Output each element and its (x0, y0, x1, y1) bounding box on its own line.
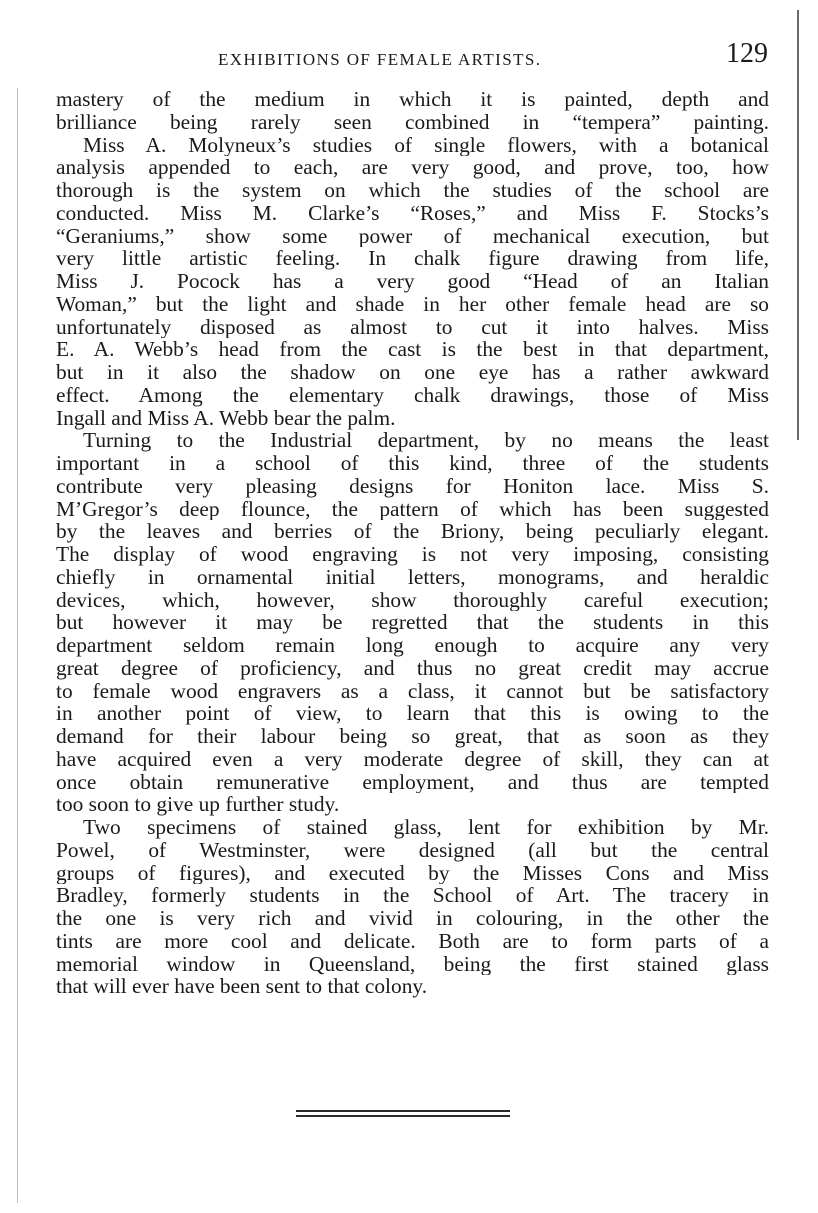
text-line: demand for their labour being so great, that as soon as they (56, 725, 769, 748)
text-line: thorough is the system on which the studies of the school are (56, 179, 769, 202)
text-line: Miss J. Pocock has a very good “Head of an Italian (56, 270, 769, 293)
text-line: very little artistic feeling. In chalk figure drawing from life, (56, 247, 769, 270)
text-line: Turning to the Industrial department, by no means the least (83, 429, 769, 452)
text-line: Ingall and Miss A. Webb bear the palm. (56, 405, 396, 430)
page-number: 129 (726, 38, 768, 69)
text-line: department seldom remain long enough to acquire any very (56, 634, 769, 657)
closing-double-rule (296, 1110, 510, 1117)
text-line: mastery of the medium in which it is painted, depth and (56, 88, 769, 111)
text-line: but in it also the shadow on one eye has a rather awkward (56, 361, 769, 384)
text-line: brilliance being rarely seen combined in “tempera” painting. (56, 110, 769, 134)
text-line: in another point of view, to learn that this is owing to the (56, 702, 769, 725)
text-line: chiefly in ornamental initial letters, monograms, and heraldic (56, 565, 769, 589)
text-line: to female wood engravers as a class, it cannot but be satisfactory (56, 679, 769, 703)
text-line: great degree of proficiency, and thus no great credit may accrue (56, 656, 769, 680)
text-line: groups of figures), and executed by the Misses Cons and Miss (56, 861, 769, 885)
text-line: the one is very rich and vivid in colouring, in the other the (56, 907, 769, 930)
text-line: Miss A. Molyneux’s studies of single flowers, with a botanical (83, 133, 769, 157)
text-line: memorial window in Queensland, being the first stained glass (56, 952, 769, 976)
text-line: by the leaves and berries of the Briony, being peculiarly elegant. (56, 520, 769, 543)
text-line: Powel, of Westminster, were designed (all but the central (56, 838, 769, 862)
text-line: tints are more cool and delicate. Both are to form parts of a (56, 929, 769, 953)
article-body (56, 88, 769, 998)
text-line: but however it may be regretted that the students in this (56, 611, 769, 634)
text-line: important in a school of this kind, three of the students (56, 452, 769, 475)
text-line: have acquired even a very moderate degree of skill, they can at (56, 747, 769, 771)
text-line: devices, which, however, show thoroughly careful execution; (56, 588, 769, 612)
running-head (0, 38, 818, 76)
text-line: Two specimens of stained glass, lent for exhibition by Mr. (83, 816, 769, 839)
text-line: contribute very pleasing designs for Honiton lace. Miss S. (56, 474, 769, 498)
text-line: unfortunately disposed as almost to cut it into halves. Miss (56, 315, 769, 339)
closing-rule-lower (296, 1115, 510, 1117)
text-line: conducted. Miss M. Clarke’s “Roses,” and Miss F. Stocks’s (56, 201, 769, 225)
text-line: “Geraniums,” show some power of mechanical execution, but (56, 224, 769, 248)
text-line: once obtain remunerative employment, and thus are tempted (56, 770, 769, 794)
text-line: E. A. Webb’s head from the cast is the best in that department, (56, 338, 769, 361)
running-title: EXHIBITIONS OF FEMALE ARTISTS. (218, 50, 542, 69)
left-margin-rule (17, 88, 18, 1203)
text-line: effect. Among the elementary chalk drawings, those of Miss (56, 383, 769, 407)
text-line: analysis appended to each, are very good, and prove, too, how (56, 156, 769, 179)
text-line: Woman,” but the light and shade in her other female head are so (56, 292, 769, 316)
closing-rule-upper (296, 1110, 510, 1112)
text-line: that will ever have been sent to that colony. (56, 974, 428, 999)
text-line: M’Gregor’s deep flounce, the pattern of which has been suggested (56, 497, 769, 521)
text-line: The display of wood engraving is not very imposing, consisting (56, 543, 769, 566)
text-line: Bradley, formerly students in the School of Art. The tracery in (56, 884, 769, 907)
text-line: too soon to give up further study. (56, 792, 340, 817)
